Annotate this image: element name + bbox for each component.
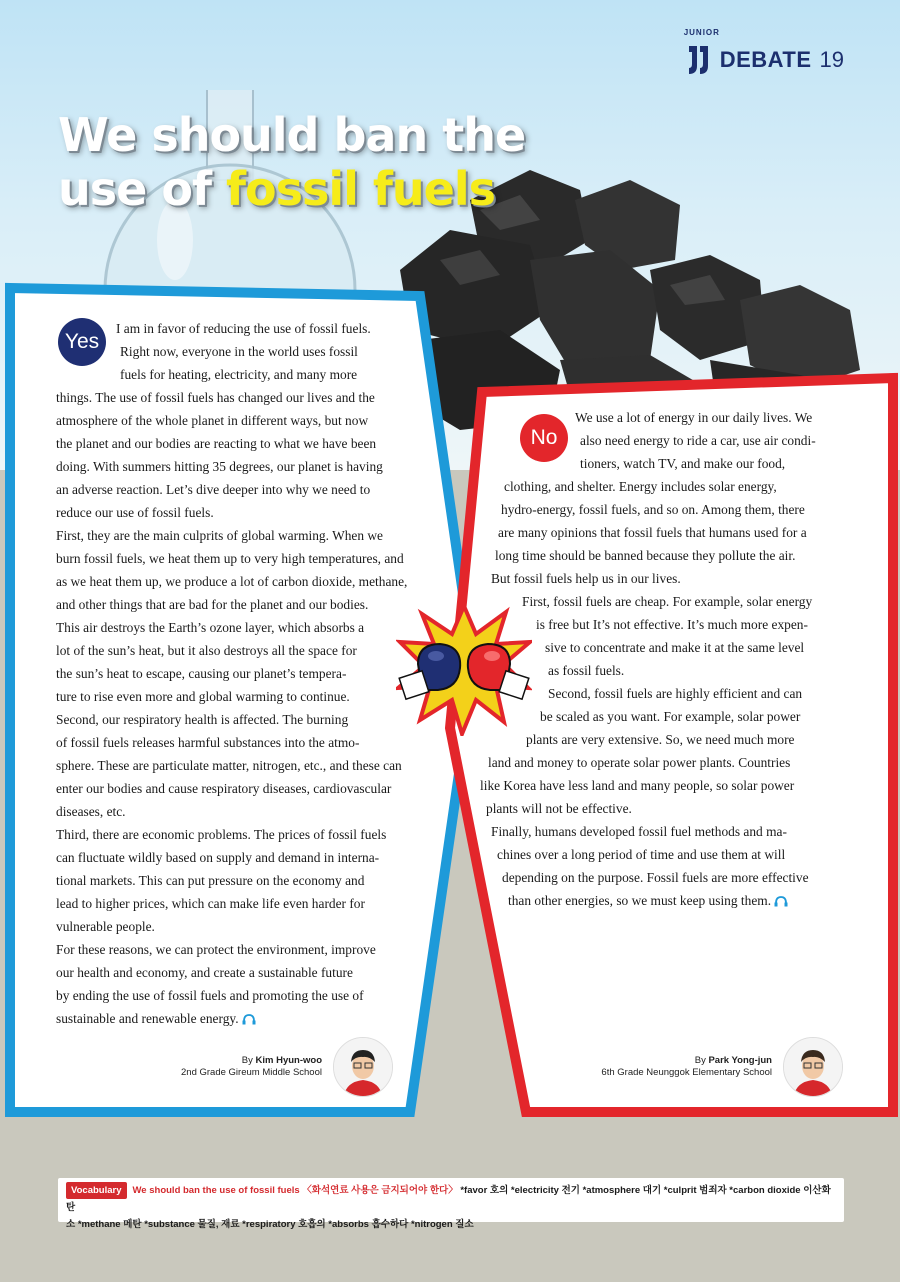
yes-line: and other things that are bad for the planet and our bodies. bbox=[56, 597, 369, 612]
yes-line: an adverse reaction. Let’s dive deeper into why we need to bbox=[56, 482, 371, 497]
no-author-name-line: By Park Yong-jun bbox=[694, 1055, 772, 1066]
yes-argument bbox=[56, 317, 407, 1030]
no-line: as fossil fuels. bbox=[548, 663, 625, 678]
yes-line: Right now, everyone in the world uses fossil bbox=[120, 344, 358, 359]
yes-line: enter our bodies and cause respiratory diseases, cardiovascular bbox=[56, 781, 392, 796]
no-line: plants will not be effective. bbox=[486, 801, 632, 816]
yes-line: fuels for heating, electricity, and many more bbox=[120, 367, 358, 382]
vocab-line-2: 소 *methane 메탄 *substance 물질, 재료 *respiratory 호흡의 *absorbs 흡수하다 *nitrogen 질소 bbox=[66, 1219, 474, 1230]
no-line: long time should be banned because they pollute the air. bbox=[495, 548, 796, 563]
yes-line: the sun’s heat to escape, causing our planet’s tempera- bbox=[56, 666, 347, 681]
no-line: plants are very extensive. So, we need much more bbox=[526, 732, 795, 747]
yes-line: tional markets. This can put pressure on the economy and bbox=[56, 873, 365, 888]
section-label: DEBATE bbox=[719, 47, 812, 72]
yes-line: For these reasons, we can protect the environment, improve bbox=[56, 942, 376, 957]
yes-line: This air destroys the Earth’s ozone layer, which absorbs a bbox=[56, 620, 365, 635]
no-line: also need energy to ride a car, use air condi- bbox=[580, 433, 816, 448]
yes-author-avatar bbox=[333, 1037, 393, 1097]
yes-line: of fossil fuels releases harmful substances into the atmo- bbox=[56, 735, 360, 750]
yes-line: the planet and our bodies are reacting to what we have been bbox=[56, 436, 377, 451]
title-line-1: We should ban the bbox=[58, 108, 526, 162]
no-line: be scaled as you want. For example, solar power bbox=[540, 709, 801, 724]
boxing-gloves-icon bbox=[396, 604, 532, 736]
yes-line: doing. With summers hitting 35 degrees, our planet is having bbox=[56, 459, 383, 474]
vocabulary-box bbox=[58, 1178, 844, 1230]
yes-line: Third, there are economic problems. The prices of fossil fuels bbox=[56, 827, 387, 842]
headphone-icon[interactable] bbox=[242, 1014, 256, 1025]
vocab-terms-1: *favor 호의 *electricity 전기 *atmosphere 대기 *culprit 범죄자 *carbon dioxide 이산화탄 bbox=[66, 1185, 831, 1213]
no-line: chines over a long period of time and use them at will bbox=[497, 847, 786, 862]
yes-line: atmosphere of the whole planet in different ways, but now bbox=[56, 413, 369, 428]
yes-line: lot of the sun’s heat, but it also destroys all the space for bbox=[56, 643, 357, 658]
page-number: 19 bbox=[819, 47, 844, 72]
yes-line: things. The use of fossil fuels has changed our lives and the bbox=[56, 390, 375, 405]
title-highlight: fossil fuels bbox=[225, 162, 496, 216]
yes-line: I am in favor of reducing the use of fossil fuels. bbox=[116, 321, 371, 336]
no-line: than other energies, so we must keep using them. bbox=[470, 889, 816, 912]
no-line: depending on the purpose. Fossil fuels are more effective bbox=[502, 870, 809, 885]
no-badge: No bbox=[520, 414, 568, 462]
vocab-tag: Vocabulary bbox=[66, 1182, 127, 1199]
title-line-2: use of fossil fuels bbox=[58, 162, 496, 216]
yes-line: lead to higher prices, which can make life even harder for bbox=[56, 896, 365, 911]
yes-badge: Yes bbox=[58, 318, 106, 366]
no-line: clothing, and shelter. Energy includes solar energy, bbox=[504, 479, 777, 494]
yes-line: sphere. These are particulate matter, nitrogen, etc., and these can bbox=[56, 758, 402, 773]
yes-line: burn fossil fuels, we heat them up to very high temperatures, and bbox=[56, 551, 404, 566]
headphone-icon[interactable] bbox=[774, 896, 788, 907]
yes-line: as we heat them up, we produce a lot of carbon dioxide, methane, bbox=[56, 574, 408, 589]
yes-line: sustainable and renewable energy. bbox=[56, 1007, 407, 1030]
no-author bbox=[601, 1055, 772, 1079]
no-line: But fossil fuels help us in our lives. bbox=[491, 571, 681, 586]
yes-line: our health and economy, and create a sustainable future bbox=[56, 965, 353, 980]
no-line: We use a lot of energy in our daily lives. We bbox=[575, 410, 813, 425]
no-line: Finally, humans developed fossil fuel methods and ma- bbox=[491, 824, 787, 839]
no-line: sive to concentrate and make it at the same level bbox=[545, 640, 805, 655]
yes-line: First, they are the main culprits of global warming. When we bbox=[56, 528, 383, 543]
junior-label: JUNIOR bbox=[683, 28, 720, 37]
yes-line: Second, our respiratory health is affected. The burning bbox=[56, 712, 349, 727]
yes-author bbox=[181, 1055, 322, 1079]
no-line: like Korea have less land and many people, so solar power bbox=[480, 778, 795, 793]
no-author-avatar bbox=[783, 1037, 843, 1097]
yes-line: by ending the use of fossil fuels and promoting the use of bbox=[56, 988, 364, 1003]
no-line: tioners, watch TV, and make our food, bbox=[580, 456, 786, 471]
no-line: Second, fossil fuels are highly efficient and can bbox=[548, 686, 803, 701]
vocab-headline: We should ban the use of fossil fuels 〈화석연료 사용은 금지되어야 한다〉 bbox=[132, 1185, 458, 1196]
no-line: is free but It’s not effective. It’s much more expen- bbox=[536, 617, 808, 632]
yes-line: can fluctuate wildly based on supply and demand in interna- bbox=[56, 850, 380, 865]
yes-line: diseases, etc. bbox=[56, 804, 126, 819]
yes-line: reduce our use of fossil fuels. bbox=[56, 505, 214, 520]
yes-author-school: 2nd Grade Gireum Middle School bbox=[181, 1067, 322, 1078]
no-line: hydro-energy, fossil fuels, and so on. Among them, there bbox=[501, 502, 805, 517]
vocab-line-1 bbox=[66, 1182, 836, 1216]
no-line: land and money to operate solar power plants. Countries bbox=[488, 755, 791, 770]
no-line: are many opinions that fossil fuels that humans used for a bbox=[498, 525, 807, 540]
yes-line: ture to rise even more and global warming to continue. bbox=[56, 689, 350, 704]
yes-author-name-line: By Kim Hyun-woo bbox=[241, 1055, 322, 1066]
yes-line: vulnerable people. bbox=[56, 919, 155, 934]
no-author-school: 6th Grade Neunggok Elementary School bbox=[601, 1067, 772, 1078]
no-line: First, fossil fuels are cheap. For example, solar energy bbox=[522, 594, 813, 609]
